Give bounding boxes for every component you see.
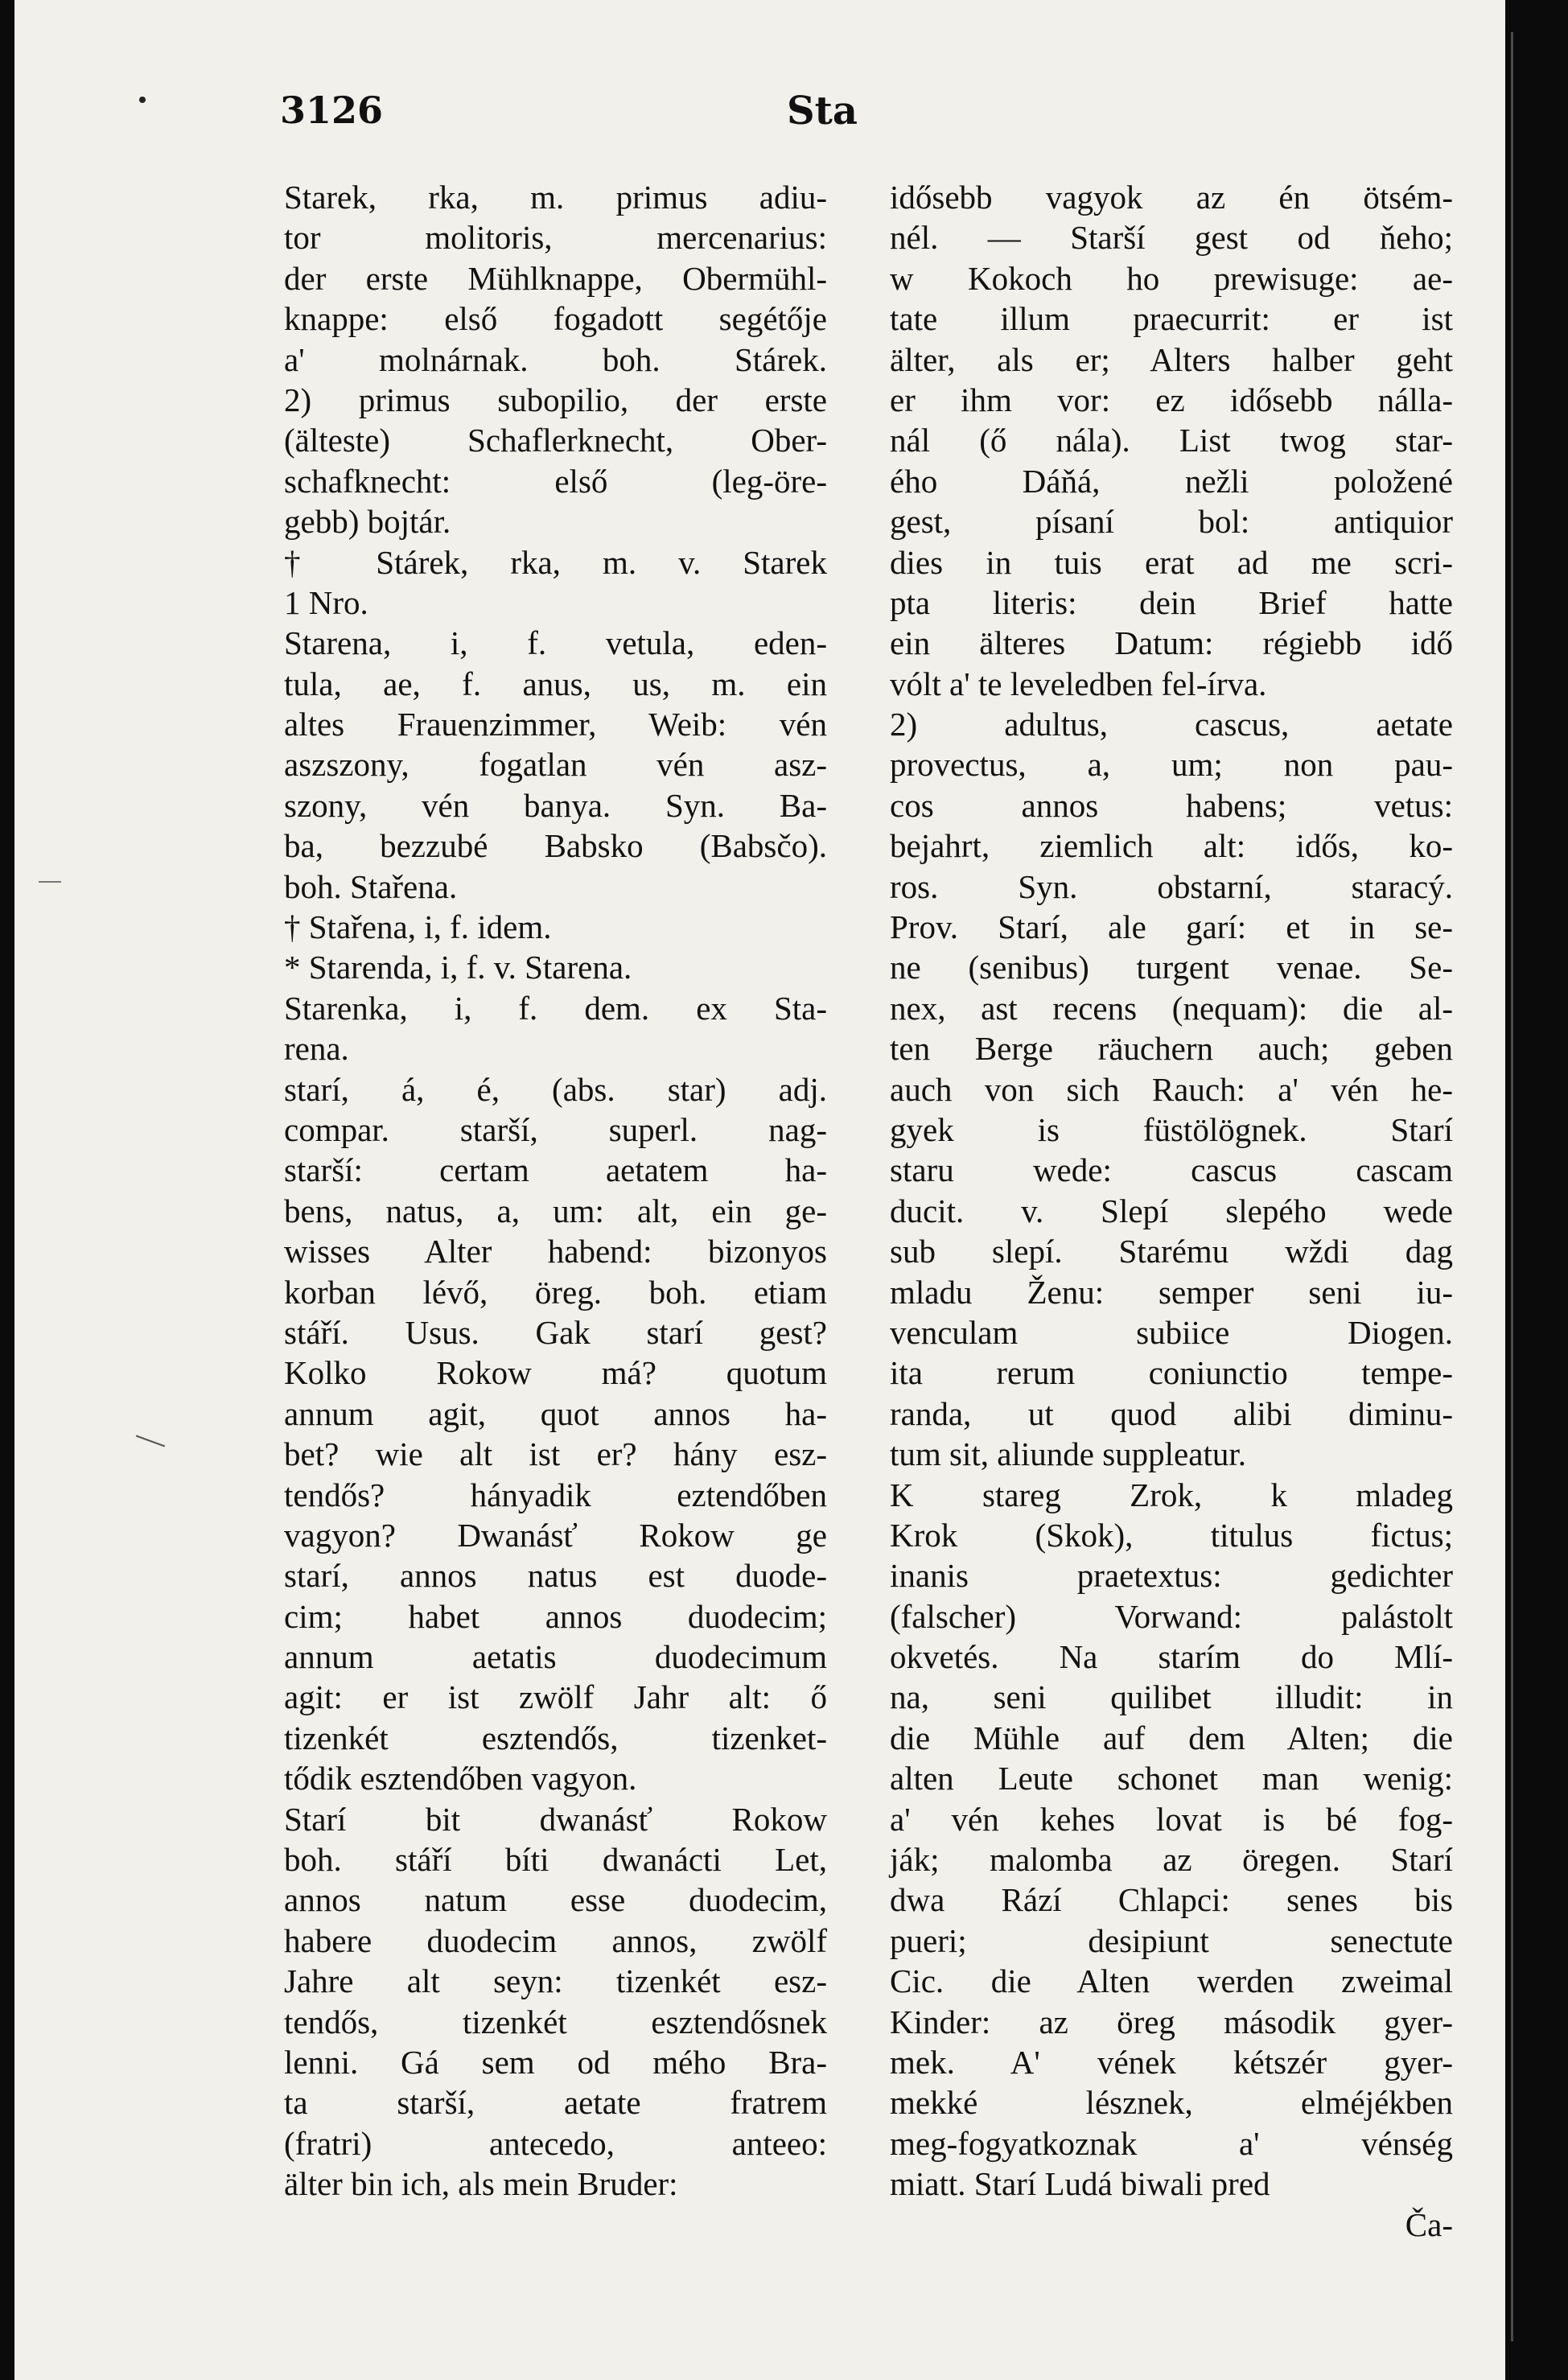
text-line: w Kokoch ho prewisuge: ae- bbox=[890, 259, 1453, 297]
text-line: pta literis: dein Brief hatte bbox=[890, 583, 1453, 621]
text-line: dwa Rází Chlapci: senes bis bbox=[890, 1881, 1453, 1919]
text-line: (fratri) antecedo, anteeo: bbox=[284, 2124, 827, 2162]
text-line: (älteste) Schaflerknecht, Ober- bbox=[284, 422, 827, 459]
text-line: 2) adultus, cascus, aetate bbox=[890, 706, 1453, 743]
text-line: korban lévő, öreg. boh. etiam bbox=[284, 1273, 827, 1311]
text-line: venculam subiice Diogen. bbox=[890, 1313, 1453, 1351]
text-line: nél. — Starší gest od ňeho; bbox=[890, 219, 1453, 257]
text-line: gebb) bojtár. bbox=[284, 503, 451, 541]
dictionary-page bbox=[14, 0, 1505, 2380]
text-line: tula, ae, f. anus, us, m. ein bbox=[284, 665, 827, 702]
text-line: † Stárek, rka, m. v. Starek bbox=[284, 543, 827, 581]
text-line: 1 Nro. bbox=[284, 583, 368, 621]
text-line: a' molnárnak. boh. Stárek. bbox=[284, 340, 827, 378]
scan-border bbox=[1505, 0, 1568, 2380]
text-line: ta starší, aetate fratrem bbox=[284, 2084, 827, 2122]
text-line: Starena, i, f. vetula, eden- bbox=[284, 624, 827, 662]
text-line: Starek, rka, m. primus adiu- bbox=[284, 179, 827, 216]
text-line: stáří. Usus. Gak starí gest? bbox=[284, 1313, 827, 1351]
text-line: ják; malomba az öregen. Starí bbox=[890, 1841, 1453, 1879]
text-line: boh. stáří bíti dwanácti Let, bbox=[284, 1841, 827, 1879]
text-line: tendős, tizenkét esztendősnek bbox=[284, 2003, 827, 2040]
text-line: knappe: első fogadott segétője bbox=[284, 300, 827, 338]
text-line: annos natum esse duodecim, bbox=[284, 1881, 827, 1919]
text-line: pueri; desipiunt senectute bbox=[890, 1921, 1453, 1959]
text-line: nex, ast recens (nequam): die al- bbox=[890, 989, 1453, 1027]
text-line: älter, als er; Alters halber geht bbox=[890, 340, 1453, 378]
text-line: ba, bezzubé Babsko (Babsčo). bbox=[284, 827, 827, 865]
text-line: * Starenda, i, f. v. Starena. bbox=[284, 949, 632, 986]
text-line: ten Berge räuchern auch; geben bbox=[890, 1030, 1453, 1068]
text-line: randa, ut quod alibi diminu- bbox=[890, 1394, 1453, 1432]
text-line: tendős? hányadik eztendőben bbox=[284, 1476, 827, 1513]
text-line: miatt. Starí Ludá biwali pred bbox=[890, 2165, 1270, 2203]
margin-mark bbox=[39, 881, 61, 883]
text-line: agit: er ist zwölf Jahr alt: ő bbox=[284, 1678, 827, 1716]
text-line: szony, vén banya. Syn. Ba- bbox=[284, 786, 827, 824]
text-line: Prov. Starí, ale garí: et in se- bbox=[890, 908, 1453, 946]
text-line: starí, annos natus est duode- bbox=[284, 1557, 827, 1595]
text-line: tate illum praecurrit: er ist bbox=[890, 300, 1453, 338]
text-line: meg-fogyatkoznak a' vénség bbox=[890, 2124, 1453, 2162]
text-line: Ča- bbox=[1405, 2205, 1453, 2243]
text-line: älter bin ich, als mein Bruder: bbox=[284, 2165, 678, 2203]
text-line: wisses Alter habend: bizonyos bbox=[284, 1233, 827, 1270]
text-line: habere duodecim annos, zwölf bbox=[284, 1921, 827, 1959]
text-line: cos annos habens; vetus: bbox=[890, 786, 1453, 824]
text-line: tor molitoris, mercenarius: bbox=[284, 219, 827, 257]
text-line: compar. starší, superl. nag- bbox=[284, 1110, 827, 1148]
right-column bbox=[890, 177, 1453, 2245]
left-column bbox=[284, 177, 827, 2205]
text-line: a' vén kehes lovat is bé fog- bbox=[890, 1800, 1453, 1838]
margin-mark bbox=[136, 1435, 165, 1447]
text-line: 2) primus subopilio, der erste bbox=[284, 381, 827, 418]
text-line: Starenka, i, f. dem. ex Sta- bbox=[284, 989, 827, 1027]
text-line: † Stařena, i, f. idem. bbox=[284, 908, 552, 946]
text-line: er ihm vor: ez idősebb nálla- bbox=[890, 381, 1453, 418]
text-line: Starí bit dwanásť Rokow bbox=[284, 1800, 827, 1838]
text-line: ne (senibus) turgent venae. Se- bbox=[890, 949, 1453, 986]
text-line: die Mühle auf dem Alten; die bbox=[890, 1719, 1453, 1756]
text-line: tődik esztendőben vagyon. bbox=[284, 1760, 637, 1797]
text-line: bejahrt, ziemlich alt: idős, ko- bbox=[890, 827, 1453, 865]
text-line: Jahre alt seyn: tizenkét esz- bbox=[284, 1962, 827, 2000]
text-line: (falscher) Vorwand: palástolt bbox=[890, 1597, 1453, 1635]
text-line: ein älteres Datum: régiebb idő bbox=[890, 624, 1453, 662]
text-line: der erste Mühlknappe, Obermühl- bbox=[284, 259, 827, 297]
text-line: K stareg Zrok, k mladeg bbox=[890, 1476, 1453, 1513]
text-line: schafknecht: első (leg-öre- bbox=[284, 462, 827, 500]
text-line: auch von sich Rauch: a' vén he- bbox=[890, 1070, 1453, 1108]
text-line: mek. A' vének kétszér gyer- bbox=[890, 2043, 1453, 2081]
text-line: mekké lésznek, elméjékben bbox=[890, 2084, 1453, 2122]
text-line: vólt a' te leveledben fel-írva. bbox=[890, 665, 1267, 702]
text-line: rena. bbox=[284, 1030, 349, 1068]
text-line: aszszony, fogatlan vén asz- bbox=[284, 746, 827, 784]
text-line: bens, natus, a, um: alt, ein ge- bbox=[284, 1192, 827, 1229]
ink-speck bbox=[139, 97, 146, 103]
text-line: Kinder: az öreg második gyer- bbox=[890, 2003, 1453, 2040]
text-line: cim; habet annos duodecim; bbox=[284, 1597, 827, 1635]
text-line: gest, písaní bol: antiquior bbox=[890, 503, 1453, 541]
text-line: tizenkét esztendős, tizenket- bbox=[284, 1719, 827, 1756]
text-line: Cic. die Alten werden zweimal bbox=[890, 1962, 1453, 2000]
text-line: tum sit, aliunde suppleatur. bbox=[890, 1435, 1246, 1473]
text-line: nál (ő nála). List twog star- bbox=[890, 422, 1453, 459]
text-line: sub slepí. Starému wždi dag bbox=[890, 1233, 1453, 1270]
text-line: ého Dáňá, nežli položené bbox=[890, 462, 1453, 500]
text-line: Kolko Rokow má? quotum bbox=[284, 1354, 827, 1392]
text-line: provectus, a, um; non pau- bbox=[890, 746, 1453, 784]
text-line: altes Frauenzimmer, Weib: vén bbox=[284, 706, 827, 743]
text-line: lenni. Gá sem od mého Bra- bbox=[284, 2043, 827, 2081]
text-line: mladu Ženu: semper seni iu- bbox=[890, 1273, 1453, 1311]
text-line: idősebb vagyok az én ötsém- bbox=[890, 179, 1453, 216]
text-line: vagyon? Dwanásť Rokow ge bbox=[284, 1516, 827, 1554]
text-line: alten Leute schonet man wenig: bbox=[890, 1760, 1453, 1797]
text-line: ducit. v. Slepí slepého wede bbox=[890, 1192, 1453, 1229]
text-line: annum agit, quot annos ha- bbox=[284, 1394, 827, 1432]
text-line: ros. Syn. obstarní, staracý. bbox=[890, 867, 1453, 905]
text-line: annum aetatis duodecimum bbox=[284, 1638, 827, 1676]
text-line: dies in tuis erat ad me scri- bbox=[890, 543, 1453, 581]
text-line: starší: certam aetatem ha- bbox=[284, 1151, 827, 1189]
scan-edge-line bbox=[1511, 32, 1513, 2341]
text-line: inanis praetextus: gedichter bbox=[890, 1557, 1453, 1595]
text-line: starí, á, é, (abs. star) adj. bbox=[284, 1070, 827, 1108]
running-head: Sta bbox=[787, 89, 858, 134]
text-line: ita rerum coniunctio tempe- bbox=[890, 1354, 1453, 1392]
text-line: Krok (Skok), titulus fictus; bbox=[890, 1516, 1453, 1554]
text-line: bet? wie alt ist er? hány esz- bbox=[284, 1435, 827, 1473]
text-line: okvetés. Na starím do Mlí- bbox=[890, 1638, 1453, 1676]
text-line: gyek is füstölögnek. Starí bbox=[890, 1110, 1453, 1148]
text-line: na, seni quilibet illudit: in bbox=[890, 1678, 1453, 1716]
text-line: boh. Stařena. bbox=[284, 867, 458, 905]
page-number: 3126 bbox=[280, 89, 384, 132]
text-line: staru wede: cascus cascam bbox=[890, 1151, 1453, 1189]
